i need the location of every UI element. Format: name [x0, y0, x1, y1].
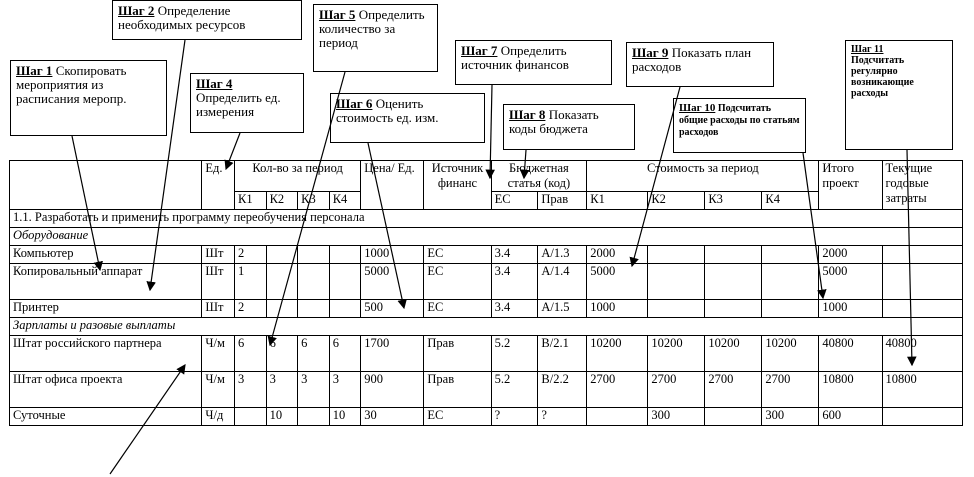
header-ec: ЕС [491, 192, 538, 210]
prav-cell: А/1.5 [538, 300, 587, 318]
name-cell: Суточные [10, 408, 202, 426]
price-cell: 1000 [361, 246, 424, 264]
q3-cell [298, 246, 330, 264]
annual-cell [882, 408, 962, 426]
q3-cell: 3 [298, 372, 330, 408]
step-label: Шаг 11 [851, 44, 884, 55]
step-text: Определить количество за период [319, 7, 425, 50]
q4-cell: 6 [329, 336, 361, 372]
unit-cell: Шт [202, 264, 235, 300]
header-k1: К1 [587, 192, 648, 210]
table-row [10, 300, 963, 318]
q2-cell: 6 [266, 336, 298, 372]
k2-cell [648, 246, 705, 264]
table-row [10, 408, 963, 426]
step-label: Шаг 1 [16, 63, 53, 78]
q2-cell: 10 [266, 408, 298, 426]
header-prav: Прав [538, 192, 587, 210]
annual-cell [882, 246, 962, 264]
prav-cell: В/2.2 [538, 372, 587, 408]
prav-cell: А/1.4 [538, 264, 587, 300]
header-q2: К2 [266, 192, 298, 210]
q3-cell [298, 408, 330, 426]
q1-cell: 2 [235, 246, 267, 264]
step-label: Шаг 10 [679, 102, 716, 114]
callout-step-8 [503, 104, 635, 150]
header-price: Цена/ Ед. [361, 161, 424, 210]
table-row [10, 264, 963, 300]
k4-cell: 300 [762, 408, 819, 426]
k1-cell [587, 408, 648, 426]
equipment-rows [10, 246, 963, 318]
q2-cell [266, 246, 298, 264]
q2-cell [266, 264, 298, 300]
q4-cell [329, 246, 361, 264]
ec-cell: ? [491, 408, 538, 426]
q4-cell [329, 300, 361, 318]
header-name-cell [10, 161, 202, 210]
callout-step-2 [112, 0, 302, 40]
step-text: Скопировать мероприятия из расписания меропр. [16, 63, 127, 106]
k3-cell [705, 300, 762, 318]
source-cell: ЕС [424, 300, 491, 318]
k1-cell: 5000 [587, 264, 648, 300]
step-text: Определить источник финансов [461, 43, 569, 72]
k2-cell [648, 264, 705, 300]
prav-cell: А/1.3 [538, 246, 587, 264]
prav-cell: ? [538, 408, 587, 426]
header-source: Источник финанс [424, 161, 491, 210]
callout-step-9 [626, 42, 774, 87]
ec-cell: 5.2 [491, 372, 538, 408]
k2-cell: 10200 [648, 336, 705, 372]
step-label: Шаг 5 [319, 7, 356, 22]
q2-cell [266, 300, 298, 318]
k4-cell [762, 246, 819, 264]
k4-cell [762, 264, 819, 300]
header-q1: К1 [235, 192, 267, 210]
budget-table [9, 160, 963, 426]
q1-cell [235, 408, 267, 426]
unit-cell: Ч/м [202, 372, 235, 408]
header-k4: К4 [762, 192, 819, 210]
price-cell: 5000 [361, 264, 424, 300]
unit-cell: Ч/м [202, 336, 235, 372]
header-annual: Текущие годовые затраты [882, 161, 962, 210]
header-total: Итого проект [819, 161, 882, 210]
k1-cell: 1000 [587, 300, 648, 318]
q3-cell [298, 300, 330, 318]
callout-step-1 [10, 60, 167, 136]
k3-cell [705, 408, 762, 426]
name-cell: Штат офиса проекта [10, 372, 202, 408]
header-unit: Ед. [202, 161, 235, 210]
callout-step-11 [845, 40, 953, 150]
k1-cell: 10200 [587, 336, 648, 372]
k3-cell [705, 264, 762, 300]
unit-cell: Ч/д [202, 408, 235, 426]
table-row [10, 336, 963, 372]
q1-cell: 6 [235, 336, 267, 372]
step-text: Показать коды бюджета [509, 107, 599, 136]
ec-cell: 3.4 [491, 264, 538, 300]
k3-cell: 2700 [705, 372, 762, 408]
unit-cell: Шт [202, 246, 235, 264]
q3-cell [298, 264, 330, 300]
price-cell: 500 [361, 300, 424, 318]
annual-cell: 40800 [882, 336, 962, 372]
header-budget: Бюджетная статья (код) [491, 161, 587, 192]
salary-rows [10, 336, 963, 426]
k4-cell [762, 300, 819, 318]
price-cell: 900 [361, 372, 424, 408]
q4-cell [329, 264, 361, 300]
step-label: Шаг 9 [632, 45, 669, 60]
step-label: Шаг 4 [196, 76, 233, 91]
callout-step-7 [455, 40, 612, 85]
total-cell: 5000 [819, 264, 882, 300]
header-k3: К3 [705, 192, 762, 210]
callout-step-6 [330, 93, 485, 143]
q2-cell: 3 [266, 372, 298, 408]
k2-cell: 2700 [648, 372, 705, 408]
callout-step-5 [313, 4, 438, 72]
k3-cell [705, 246, 762, 264]
annual-cell [882, 300, 962, 318]
name-cell: Штат российского партнера [10, 336, 202, 372]
k2-cell: 300 [648, 408, 705, 426]
step-label: Шаг 7 [461, 43, 498, 58]
table-row [10, 246, 963, 264]
section-salaries: Зарплаты и разовые выплаты [10, 318, 963, 336]
source-cell: ЕС [424, 264, 491, 300]
step-text: Подсчитать общие расходы по статьям расходов [679, 103, 800, 138]
table-row [10, 372, 963, 408]
step-label: Шаг 8 [509, 107, 546, 122]
header-q4: К4 [329, 192, 361, 210]
header-k2: К2 [648, 192, 705, 210]
name-cell: Компьютер [10, 246, 202, 264]
header-qty: Кол-во за период [235, 161, 361, 192]
ec-cell: 3.4 [491, 300, 538, 318]
step-label: Шаг 2 [118, 3, 155, 18]
k1-cell: 2000 [587, 246, 648, 264]
total-cell: 2000 [819, 246, 882, 264]
total-cell: 600 [819, 408, 882, 426]
annual-cell: 10800 [882, 372, 962, 408]
name-cell: Копировальный аппарат [10, 264, 202, 300]
step-label: Шаг 6 [336, 96, 373, 111]
total-cell: 10800 [819, 372, 882, 408]
price-cell: 1700 [361, 336, 424, 372]
k1-cell: 2700 [587, 372, 648, 408]
header-q3: К3 [298, 192, 330, 210]
unit-cell: Шт [202, 300, 235, 318]
header-cost: Стоимость за период [587, 161, 819, 192]
k2-cell [648, 300, 705, 318]
activity-row: 1.1. Разработать и применить программу переобучения персонала [10, 210, 963, 228]
q4-cell: 3 [329, 372, 361, 408]
q1-cell: 1 [235, 264, 267, 300]
step-text: Показать план расходов [632, 45, 752, 74]
step-text: Оценить стоимость ед. изм. [336, 96, 439, 125]
prav-cell: В/2.1 [538, 336, 587, 372]
callout-step-4 [190, 73, 304, 133]
k4-cell: 10200 [762, 336, 819, 372]
ec-cell: 3.4 [491, 246, 538, 264]
source-cell: ЕС [424, 408, 491, 426]
section-equipment: Оборудование [10, 228, 963, 246]
q4-cell: 10 [329, 408, 361, 426]
total-cell: 40800 [819, 336, 882, 372]
q3-cell: 6 [298, 336, 330, 372]
step-text: Определение необходимых ресурсов [118, 3, 246, 32]
ec-cell: 5.2 [491, 336, 538, 372]
step-text: Определить ед. измерения [196, 90, 281, 119]
q1-cell: 2 [235, 300, 267, 318]
source-cell: Прав [424, 372, 491, 408]
price-cell: 30 [361, 408, 424, 426]
source-cell: ЕС [424, 246, 491, 264]
name-cell: Принтер [10, 300, 202, 318]
k3-cell: 10200 [705, 336, 762, 372]
k4-cell: 2700 [762, 372, 819, 408]
total-cell: 1000 [819, 300, 882, 318]
source-cell: Прав [424, 336, 491, 372]
step-text: Подсчитать регулярно возникающие расходы [851, 55, 914, 99]
callout-step-10 [673, 98, 806, 153]
q1-cell: 3 [235, 372, 267, 408]
annual-cell [882, 264, 962, 300]
